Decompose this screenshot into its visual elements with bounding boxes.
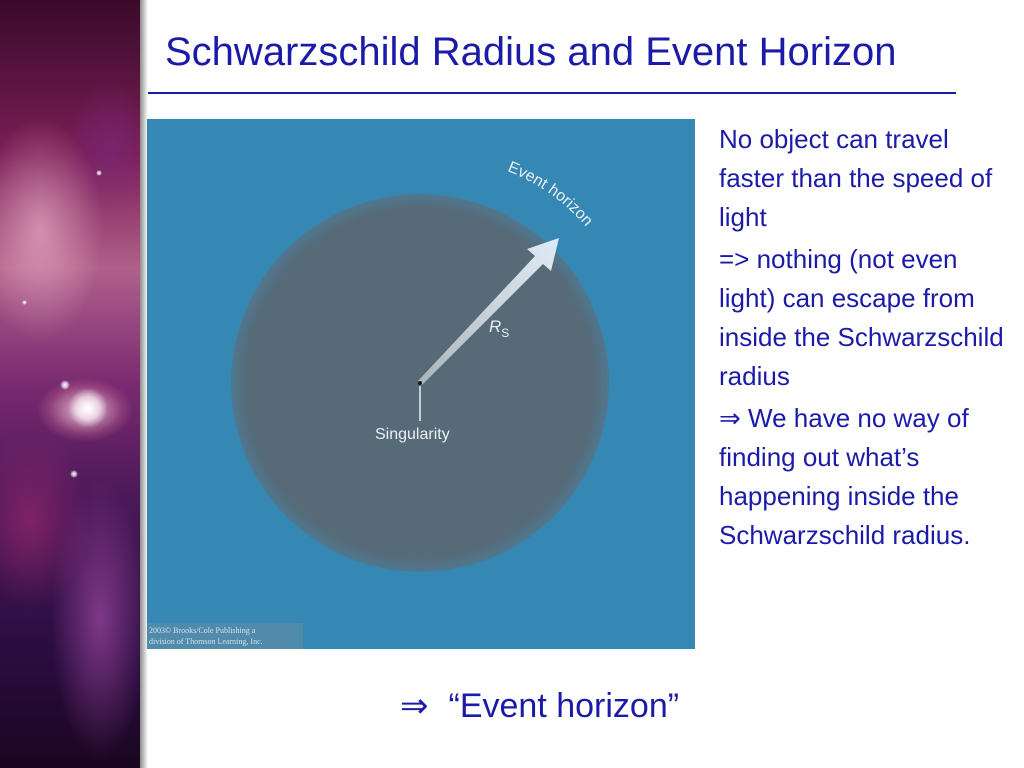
star-glow bbox=[96, 170, 102, 176]
radius-symbol: R bbox=[489, 317, 502, 336]
bullet-no-way-text: We have no way of finding out what’s happening inside the Schwarzschild radius. bbox=[719, 403, 971, 550]
bullet-no-way-of-knowing bbox=[719, 399, 1015, 555]
implies-arrow-icon: ⇒ bbox=[400, 687, 429, 725]
image-credit bbox=[147, 623, 303, 649]
star-glow bbox=[60, 380, 70, 390]
explanation-text bbox=[719, 120, 1015, 558]
credit-line-2: division of Thomson Learning, Inc. bbox=[149, 637, 263, 646]
conclusion-line bbox=[400, 686, 679, 726]
implies-arrow-icon: ⇒ bbox=[719, 403, 741, 433]
singularity-point bbox=[418, 381, 422, 385]
singularity-label: Singularity bbox=[375, 426, 450, 443]
bullet-nothing-escapes: => nothing (not even light) can escape from inside the Schwarzschild radius bbox=[719, 244, 1004, 391]
event-horizon-label-path: Event horizon bbox=[505, 158, 596, 230]
diagram-svg bbox=[147, 119, 695, 649]
black-hole-diagram bbox=[147, 119, 695, 649]
star-glow bbox=[68, 388, 108, 428]
bullet-speed-of-light: No object can travel faster than the speed of light bbox=[719, 124, 993, 232]
star-glow bbox=[70, 470, 78, 478]
event-horizon-label bbox=[505, 159, 595, 230]
credit-line-1: 2003© Brooks/Cole Publishing a bbox=[149, 626, 256, 635]
nebula-background-image bbox=[0, 0, 140, 768]
radius-subscript: S bbox=[501, 326, 510, 340]
slide-title: Schwarzschild Radius and Event Horizon bbox=[165, 30, 897, 74]
star-glow bbox=[22, 300, 27, 305]
conclusion-text: “Event horizon” bbox=[448, 687, 680, 725]
title-underline bbox=[148, 92, 956, 94]
